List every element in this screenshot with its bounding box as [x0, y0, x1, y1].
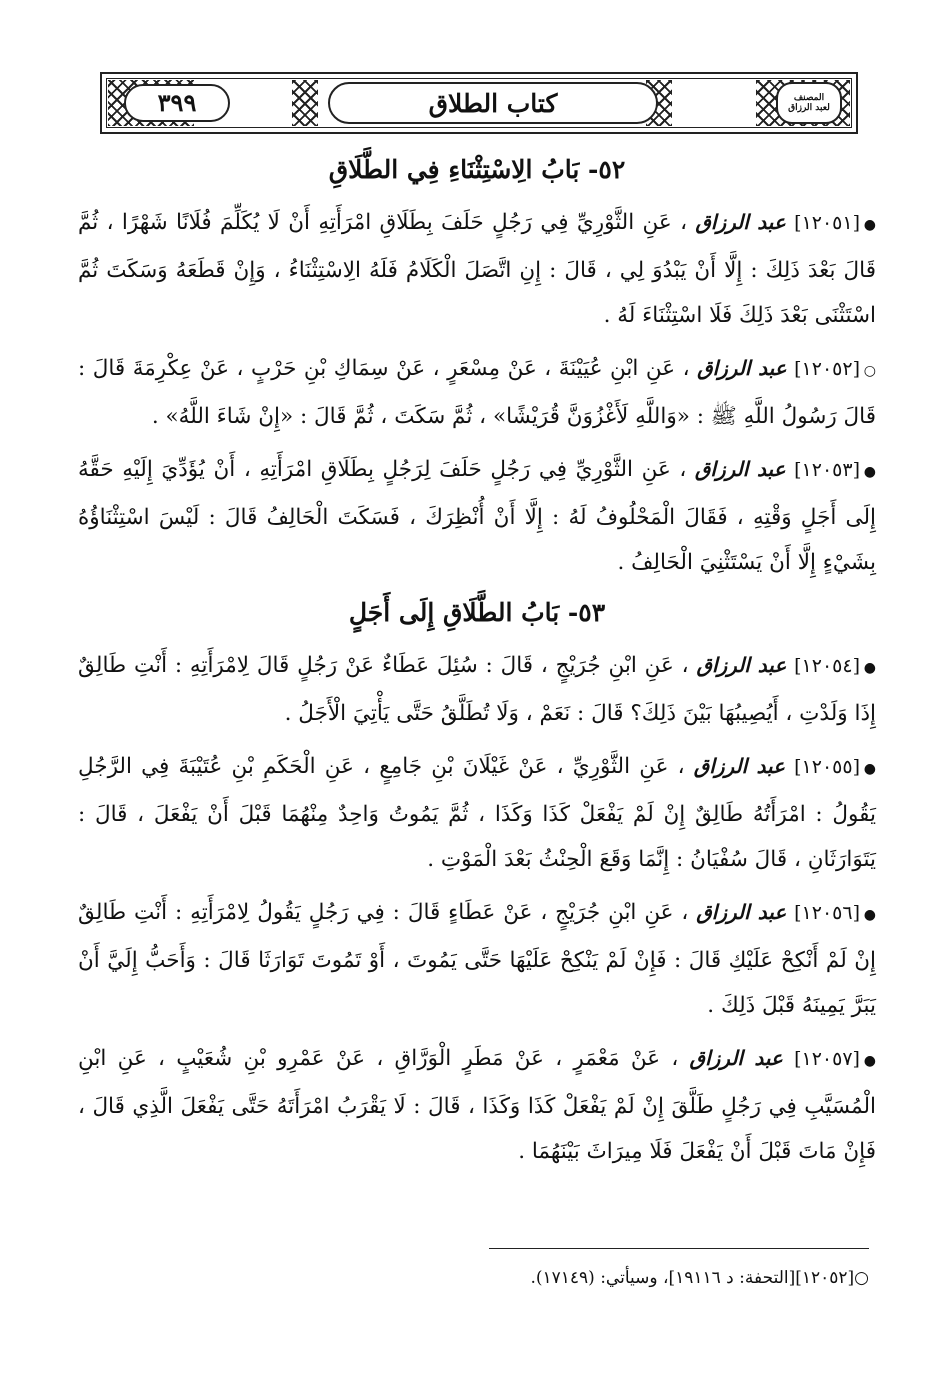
hadith-number: [١٢٠٥١] — [794, 212, 861, 234]
hadith-text: ، عَنِ ابْنِ جُرَيْجٍ ، قَالَ : سُئِلَ عَطَاءٌ عَنْ رَجُلٍ قَالَ لِامْرَأَتِهِ : أَنْتِ طَالِقٌ إِذَا وَلَدْتِ ، أَيُصِيبُهَا بَيْنَ ذَلِكَ؟ قَالَ : نَعَمْ ، وَلَا تُطَلَّقُ حَتَّى يَأْتِيَ الْأَجَلُ . — [78, 653, 876, 726]
hadith-text: ، عَنِ الثَّوْرِيِّ ، عَنْ غَيْلَانَ بْنِ جَامِعٍ ، عَنِ الْحَكَمِ بْنِ عُتَيْبَةَ فِي الرَّجُلِ يَقُولُ : امْرَأَتُهُ طَالِقٌ إِنْ لَمْ يَفْعَلْ كَذَا وَكَذَا ، ثُمَّ يَمُوتُ وَاحِدٌ مِنْهُمَا قَبْلَ أَنْ يَفْعَلَ ، قَالَ : يَتَوَارَثَانِ ، قَالَ سُفْيَانُ : إِنَّمَا وَقَعَ الْحِنْثُ بَعْدَ الْمَوْتِ . — [78, 754, 876, 872]
footnote-separator — [489, 1248, 869, 1249]
narrator-name: عبد الرزاق — [693, 754, 785, 778]
page-body — [78, 150, 876, 1182]
chapter-heading: ٥٢- بَابُ الِاسْتِثْنَاءِ فِي الطَّلَاقِ — [328, 155, 626, 184]
entry-marker: ● — [863, 660, 876, 676]
book-seal-logo — [776, 82, 842, 124]
title-cartouche — [328, 82, 658, 124]
hadith-number: [١٢٠٥٥] — [794, 756, 860, 778]
hadith-number: [١٢٠٥٢] — [794, 358, 860, 380]
hadith-number: [١٢٠٥٦] — [794, 902, 860, 924]
hadith-entry — [78, 744, 876, 882]
chapter-heading: ٥٣- بَابُ الطَّلَاقِ إِلَى أَجَلٍ — [348, 598, 606, 627]
page-number: ٣٩٩ — [157, 88, 197, 117]
hadith-entry — [78, 200, 876, 338]
seal-line-2: لعبد الرزاق — [788, 103, 830, 113]
book-title: كتاب الطلاق — [428, 88, 558, 118]
page-number-cartouche — [124, 84, 230, 122]
hadith-number: [١٢٠٥٧] — [794, 1048, 860, 1070]
entry-marker: ● — [863, 464, 876, 480]
narrator-name: عبد الرزاق — [696, 653, 787, 677]
narrator-name: عبد الرزاق — [696, 900, 787, 924]
entry-marker: ● — [863, 1053, 876, 1069]
hadith-text: ، عَنْ مَعْمَرٍ ، عَنْ مَطَرٍ الْوَرَّاقِ ، عَنْ عَمْرِو بْنِ شُعَيْبٍ ، عَنِ ابْنِ الْمُسَيَّبِ فِي رَجُلٍ طَلَّقَ إِنْ لَمْ يَفْعَلْ كَذَا وَكَذَا ، قَالَ : لَا يَقْرَبُ امْرَأَتَهُ حَتَّى يَفْعَلَ الَّذِي قَالَ ، فَإِنْ مَاتَ قَبْلَ أَنْ يَفْعَلَ فَلَا مِيرَاثَ بَيْنَهُمَا . — [78, 1046, 876, 1164]
ornament-middle-left — [292, 80, 318, 126]
page-header — [100, 72, 858, 134]
hadith-entry — [78, 890, 876, 1028]
hadith-number: [١٢٠٥٣] — [794, 459, 860, 481]
entry-marker: ● — [863, 907, 876, 923]
entry-marker: ● — [863, 217, 877, 233]
narrator-name: عبد الرزاق — [695, 210, 786, 234]
hadith-text: ، عَنِ الثَّوْرِيِّ فِي رَجُلٍ حَلَفَ لِرَجُلٍ بِطَلَاقِ امْرَأَتِهِ ، أَنْ يُؤَدِّيَ إِلَيْهِ حَقَّهُ إِلَى أَجَلٍ وَقْتِهِ ، فَقَالَ الْمَحْلُوفُ لَهُ : إِلَّا أَنْ أُنْظِرَكَ ، فَسَكَتَ الْحَالِفُ قَالَ : لَيْسَ اسْتِثْنَاؤُهُ بِشَيْءٍ إِلَّا أَنْ يَسْتَثْنِيَ الْحَالِفُ . — [78, 457, 876, 575]
seal-line-1: المصنف — [793, 92, 825, 103]
hadith-text: ، عَنِ ابْنِ جُرَيْجٍ ، عَنْ عَطَاءٍ قَالَ : فِي رَجُلٍ يَقُولُ لِامْرَأَتِهِ : أَنْتِ طَالِقٌ إِنْ لَمْ أَنْكِحْ عَلَيْكِ قَالَ : فَإِنْ لَمْ يَنْكِحْ عَلَيْهَا حَتَّى يَمُوتَ ، أَوْ تَمُوتَ تَوَارَثَا قَالَ : وَأَحَبُّ إِلَيَّ أَنْ يَبَرَّ يَمِينَهُ قَبْلَ ذَلِكَ . — [78, 900, 876, 1018]
hadith-entry — [78, 447, 876, 585]
hadith-entry — [78, 346, 876, 439]
hadith-text: ، عَنِ الثَّوْرِيِّ فِي رَجُلٍ حَلَفَ بِطَلَاقِ امْرَأَتِهِ أَنْ لَا يُكَلِّمَ فُلَانًا شَهْرًا ، ثُمَّ قَالَ بَعْدَ ذَلِكَ : إِلَّا أَنْ يَبْدُوَ لِي ، قَالَ : إِنِ اتَّصَلَ الْكَلَامُ فَلَهُ الِاسْتِثْنَاءُ ، وَإِنْ قَطَعَهُ وَسَكَتَ ثُمَّ اسْتَثْنَى بَعْدَ ذَلِكَ فَلَا اسْتِثْنَاءَ لَهُ . — [78, 210, 876, 328]
hadith-number: [١٢٠٥٤] — [794, 655, 860, 677]
narrator-name: عبد الرزاق — [697, 356, 787, 380]
hadith-text: ، عَنِ ابْنِ عُيَيْنَةَ ، عَنْ مِسْعَرٍ ، عَنْ سِمَاكِ بْنِ حَرْبٍ ، عَنْ عِكْرِمَةَ قَالَ : قَالَ رَسُولُ اللَّهِ ﷺ : «وَاللَّهِ لَأَغْزُوَنَّ قُرَيْشًا» ، ثُمَّ سَكَتَ ، ثُمَّ قَالَ : «إِنْ شَاءَ اللَّهُ» . — [78, 356, 876, 429]
hadith-entry — [78, 1036, 876, 1174]
entry-marker: ○ — [863, 363, 876, 379]
entry-marker: ● — [863, 761, 876, 777]
hadith-entry — [78, 643, 876, 736]
footnote: ○[١٢٠٥٢][التحفة: د ١٩١١٦]، وسيأتي: (١٧١٤٩). — [530, 1268, 869, 1288]
narrator-name: عبد الرزاق — [694, 457, 786, 481]
narrator-name: عبد الرزاق — [689, 1046, 783, 1070]
